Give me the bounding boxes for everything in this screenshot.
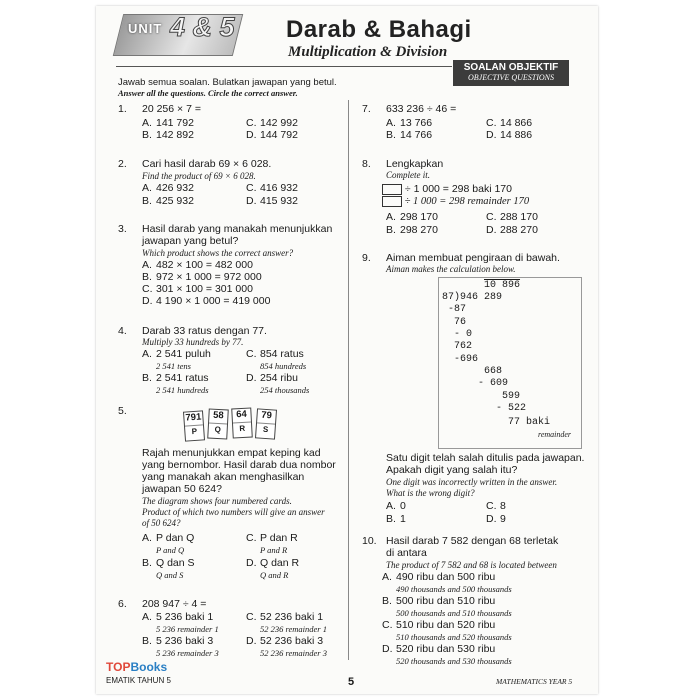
question-number: 6. bbox=[118, 598, 127, 610]
page-subtitle: Multiplication & Division bbox=[288, 44, 448, 60]
unit-word: UNIT bbox=[128, 21, 163, 36]
option-a[interactable]: A. P dan Q P and Q bbox=[142, 532, 195, 555]
question-text: Aiman membuat pengiraan di bawah. bbox=[386, 252, 560, 264]
question-text-en: Complete it. bbox=[386, 170, 430, 180]
option-c[interactable]: C. 416 932 bbox=[246, 182, 298, 194]
workbook-page bbox=[96, 6, 598, 694]
option-a[interactable]: A. 490 ribu dan 500 ribu 490 thousands and 500 thousands bbox=[382, 571, 512, 594]
option-d[interactable]: D. 9 bbox=[486, 513, 506, 525]
answer-blank-en bbox=[382, 196, 402, 207]
question-number: 8. bbox=[362, 158, 371, 170]
question-number: 3. bbox=[118, 223, 127, 235]
question-text-1: Satu digit telah salah ditulis pada jawapan. bbox=[386, 452, 585, 464]
number-card-q: 58 Q bbox=[207, 408, 229, 439]
question-9 bbox=[362, 252, 590, 527]
question-text-2: di antara bbox=[386, 547, 427, 559]
option-c[interactable]: C. 52 236 baki 1 52 236 remainder 1 bbox=[246, 611, 327, 634]
option-d[interactable]: D. 415 932 bbox=[246, 195, 298, 207]
question-text: 633 236 ÷ 46 = bbox=[386, 103, 457, 115]
section-badge bbox=[453, 60, 569, 86]
topbooks-logo: TOPBooks bbox=[106, 660, 168, 674]
question-text: Cari hasil darab 69 × 6 028. bbox=[142, 158, 272, 170]
question-8 bbox=[362, 158, 587, 243]
option-c[interactable]: C. 854 ratus 854 hundreds bbox=[246, 348, 307, 371]
question-text-2: jawapan yang betul? bbox=[142, 235, 239, 247]
question-number: 7. bbox=[362, 103, 371, 115]
question-3 bbox=[118, 223, 343, 313]
question-2 bbox=[118, 158, 343, 208]
question-number: 2. bbox=[118, 158, 127, 170]
answer-blank[interactable] bbox=[382, 184, 402, 195]
option-a[interactable]: A. 298 170 bbox=[386, 211, 438, 223]
section-title-en: OBJECTIVE QUESTIONS bbox=[468, 73, 554, 82]
option-b[interactable]: B. 5 236 baki 3 5 236 remainder 3 bbox=[142, 635, 219, 658]
question-number: 4. bbox=[118, 325, 127, 337]
option-b[interactable]: B. 14 766 bbox=[386, 129, 433, 141]
number-card-p: 791 P bbox=[183, 410, 205, 441]
footer-left: EMATIK TAHUN 5 bbox=[106, 676, 171, 685]
question-text-en-3: of 50 624? bbox=[142, 518, 181, 528]
question-text: 208 947 ÷ 4 = bbox=[142, 598, 207, 610]
option-b[interactable]: B. Q dan S Q and S bbox=[142, 557, 195, 580]
question-text-en-2: Product of which two numbers will give an answer bbox=[142, 507, 325, 517]
option-d[interactable]: D. 520 ribu dan 530 ribu 520 thousands and 530 thousands bbox=[382, 643, 512, 666]
option-d[interactable]: D. Q dan R Q and R bbox=[246, 557, 300, 580]
question-text-en: Aiman makes the calculation below. bbox=[386, 264, 516, 274]
option-d[interactable]: D. 288 270 bbox=[486, 224, 538, 236]
option-b[interactable]: B. 425 932 bbox=[142, 195, 194, 207]
option-a[interactable]: A. 141 792 bbox=[142, 117, 194, 129]
option-d[interactable]: D. 52 236 baki 3 52 236 remainder 3 bbox=[246, 635, 327, 658]
question-text-4: jawapan 50 624? bbox=[142, 483, 222, 495]
option-b[interactable]: B. 142 892 bbox=[142, 129, 194, 141]
question-text-en-2: What is the wrong digit? bbox=[386, 488, 475, 498]
option-a[interactable]: A. 5 236 baki 1 5 236 remainder 1 bbox=[142, 611, 219, 634]
option-b[interactable]: B. 1 bbox=[386, 513, 406, 525]
question-text: Lengkapkan bbox=[386, 158, 444, 170]
option-b[interactable]: B. 500 ribu dan 510 ribu 500 thousands and 510 thousands bbox=[382, 595, 512, 618]
number-card-s: 79 S bbox=[255, 408, 277, 439]
option-b[interactable]: B. 2 541 ratus 2 541 hundreds bbox=[142, 372, 209, 395]
question-text-en: The product of 7 582 and 68 is located between bbox=[386, 560, 557, 570]
instruction-en: Answer all the questions. Circle the correct answer. bbox=[118, 88, 298, 98]
number-card-r: 64 R bbox=[231, 407, 253, 438]
page-title: Darab & Bahagi bbox=[286, 16, 472, 43]
question-text-en: Multiply 33 hundreds by 77. bbox=[142, 337, 244, 347]
footer-right: MATHEMATICS YEAR 5 bbox=[496, 677, 573, 686]
option-b[interactable]: B. 298 270 bbox=[386, 224, 438, 236]
option-d[interactable]: D. 14 886 bbox=[486, 129, 533, 141]
section-title: SOALAN OBJEKTIF bbox=[463, 62, 559, 73]
question-6 bbox=[118, 598, 348, 666]
question-text: Hasil darab yang manakah menunjukkan bbox=[142, 223, 333, 235]
question-4 bbox=[118, 325, 343, 395]
unit-numbers: 4 & 5 bbox=[170, 12, 235, 42]
equation-en: ÷ 1 000 = 298 remainder 170 bbox=[382, 196, 529, 207]
question-number: 5. bbox=[118, 405, 127, 417]
question-text-3: yang manakah akan menghasilkan bbox=[142, 471, 305, 483]
option-c[interactable]: C. P dan R P and R bbox=[246, 532, 298, 555]
option-a[interactable]: A. 426 932 bbox=[142, 182, 194, 194]
option-d[interactable]: D. 4 190 × 1 000 = 419 000 bbox=[142, 295, 271, 307]
option-c[interactable]: C. 14 866 bbox=[486, 117, 533, 129]
question-text-2: Apakah digit yang salah itu? bbox=[386, 464, 518, 476]
option-c[interactable]: C. 510 ribu dan 520 ribu 510 thousands and 520 thousands bbox=[382, 619, 512, 642]
option-c[interactable]: C. 288 170 bbox=[486, 211, 538, 223]
header-rule bbox=[116, 66, 452, 67]
option-d[interactable]: D. 144 792 bbox=[246, 129, 298, 141]
instruction: Jawab semua soalan. Bulatkan jawapan yang betul. bbox=[118, 77, 337, 88]
question-1 bbox=[118, 103, 343, 143]
column-divider bbox=[348, 100, 349, 660]
question-text: Darab 33 ratus dengan 77. bbox=[142, 325, 267, 337]
option-a[interactable]: A. 482 × 100 = 482 000 bbox=[142, 259, 253, 271]
option-c[interactable]: C. 142 992 bbox=[246, 117, 298, 129]
question-10 bbox=[362, 535, 590, 670]
question-text-en: Which product shows the correct answer? bbox=[142, 248, 294, 258]
option-b[interactable]: B. 972 × 1 000 = 972 000 bbox=[142, 271, 262, 283]
option-c[interactable]: C. 8 bbox=[486, 500, 506, 512]
option-c[interactable]: C. 301 × 100 = 301 000 bbox=[142, 283, 253, 295]
question-5 bbox=[118, 405, 348, 587]
question-text: 20 256 × 7 = bbox=[142, 103, 201, 115]
page-number: 5 bbox=[348, 676, 355, 688]
option-a[interactable]: A. 2 541 puluh 2 541 tens bbox=[142, 348, 211, 371]
equation: ÷ 1 000 = 298 baki 170 bbox=[382, 183, 512, 196]
question-text-1: Hasil darab 7 582 dengan 68 terletak bbox=[386, 535, 559, 547]
option-d[interactable]: D. 254 ribu 254 thousands bbox=[246, 372, 310, 395]
question-text-1: Rajah menunjukkan empat keping kad bbox=[142, 447, 321, 459]
option-a[interactable]: A. 13 766 bbox=[386, 117, 433, 129]
option-a[interactable]: A. 0 bbox=[386, 500, 406, 512]
question-number: 10. bbox=[362, 535, 377, 547]
question-text-en-1: The diagram shows four numbered cards. bbox=[142, 496, 292, 506]
question-number: 9. bbox=[362, 252, 371, 264]
long-division-work: 10 896 87)946 289 -87 76 - 0 762 -696 668 - 609 599 - 522 77 baki remainder bbox=[442, 280, 572, 439]
question-text-en-1: One digit was incorrectly written in the answer. bbox=[386, 477, 558, 487]
question-7 bbox=[362, 103, 587, 143]
question-text-en: Find the product of 69 × 6 028. bbox=[142, 171, 256, 181]
question-text-2: yang bernombor. Hasil darab dua nombor bbox=[142, 459, 336, 471]
question-number: 1. bbox=[118, 103, 127, 115]
